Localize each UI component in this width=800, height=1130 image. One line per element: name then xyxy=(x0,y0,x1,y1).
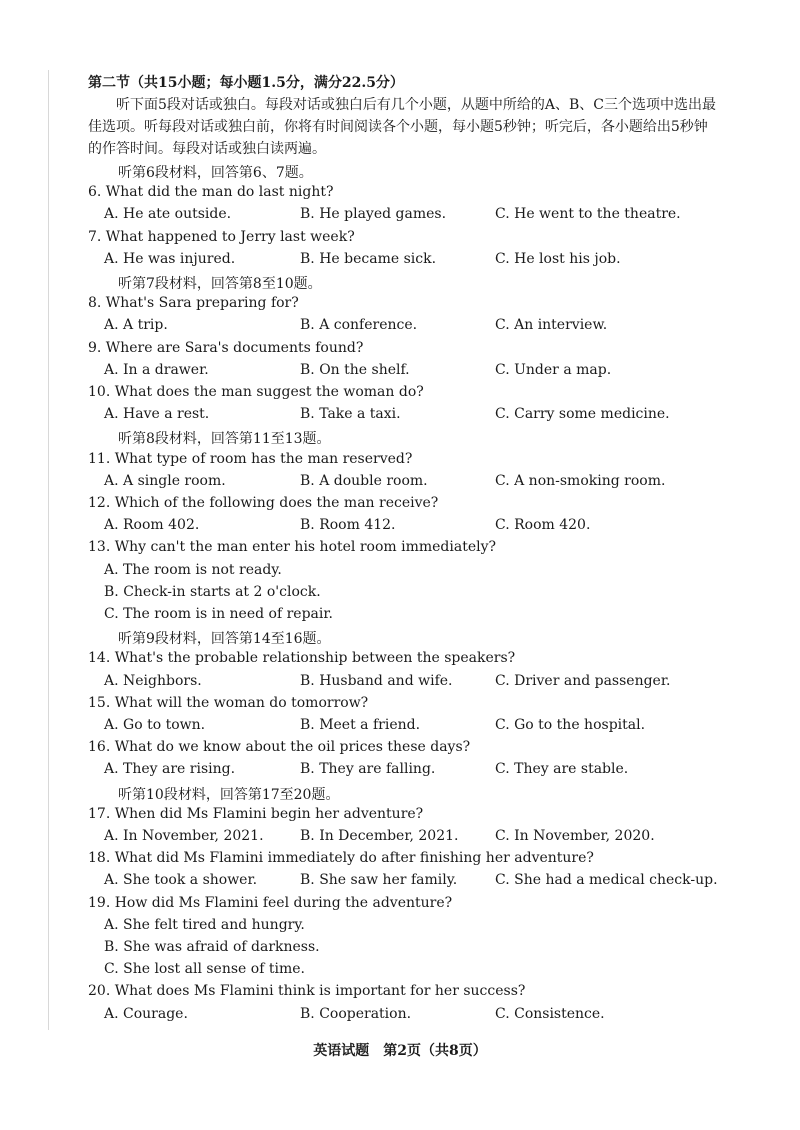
question-stem: 11. What type of room has the man reserved? xyxy=(88,450,413,467)
option-b: B. In December, 2021. xyxy=(300,828,459,844)
answer-option: C. The room is in need of repair. xyxy=(104,606,333,622)
page-footer: 英语试题 第2页（共8页） xyxy=(313,1043,487,1059)
answer-option: A. She felt tired and hungry. xyxy=(104,916,305,933)
option-a: A. Go to town. xyxy=(104,717,206,733)
option-a: A. A trip. xyxy=(104,317,168,334)
option-c: C. Carry some medicine. xyxy=(495,406,670,423)
option-a: A. He ate outside. xyxy=(104,206,232,223)
answer-option: C. She lost all sense of time. xyxy=(104,961,305,978)
option-a: A. A single room. xyxy=(104,472,226,489)
option-c: C. In November, 2020. xyxy=(495,828,655,844)
option-c: C. Consistence. xyxy=(495,1005,605,1022)
question-stem: 7. What happened to Jerry last week? xyxy=(88,228,355,245)
question-stem: 6. What did the man do last night? xyxy=(88,184,334,201)
option-b: B. Meet a friend. xyxy=(300,717,421,733)
option-a: A. Neighbors. xyxy=(104,672,202,689)
option-c: C. A non-smoking room. xyxy=(495,472,666,489)
question-stem: 16. What do we know about the oil prices these days? xyxy=(88,739,471,756)
section-instruction: 听第8段材料，回答第11至13题。 xyxy=(118,431,331,448)
option-b: B. Take a taxi. xyxy=(300,406,401,423)
question-stem: 12. Which of the following does the man receive? xyxy=(88,495,439,511)
question-stem: 20. What does Ms Flamini think is important for her success? xyxy=(88,983,526,1000)
option-c: C. Under a map. xyxy=(495,361,612,378)
answer-option: A. The room is not ready. xyxy=(104,561,282,578)
question-stem: 8. What's Sara preparing for? xyxy=(88,295,299,312)
option-a: A. Courage. xyxy=(104,1005,188,1022)
option-a: A. Room 402. xyxy=(104,517,200,534)
option-c: C. He lost his job. xyxy=(495,250,621,267)
option-c: C. He went to the theatre. xyxy=(495,206,681,223)
option-b: B. Husband and wife. xyxy=(300,672,453,689)
section-instruction: 听第10段材料，回答第17至20题。 xyxy=(118,786,340,803)
option-a: A. They are rising. xyxy=(104,761,236,778)
option-b: B. They are falling. xyxy=(300,761,436,778)
question-stem: 18. What did Ms Flamini immediately do after finishing her adventure? xyxy=(88,850,594,867)
question-stem: 9. Where are Sara's documents found? xyxy=(88,339,364,356)
question-stem: 14. What's the probable relationship between the speakers? xyxy=(88,650,516,667)
option-c: C. Go to the hospital. xyxy=(495,717,646,733)
question-stem: 10. What does the man suggest the woman do? xyxy=(88,384,424,400)
option-a: A. In a drawer. xyxy=(104,361,209,378)
question-stem: 19. How did Ms Flamini feel during the adventure? xyxy=(88,894,453,911)
option-c: C. Driver and passenger. xyxy=(495,672,671,689)
question-stem: 13. Why can't the man enter his hotel room immediately? xyxy=(88,539,497,556)
option-b: B. Room 412. xyxy=(300,517,396,534)
option-a: A. She took a shower. xyxy=(104,872,258,889)
section-instruction: 听第6段材料，回答第6、7题。 xyxy=(118,165,313,181)
option-a: A. In November, 2021. xyxy=(104,828,264,844)
instructions: 听下面5段对话或独白。每段对话或独白后有几个小题，从题中所给的A、B、C三个选项中选出最佳选项。听每段对话或独白前，你将有时间阅读各个小题，每小题5秒钟；听完后，各小题给出5秒钟的作答时间。每段对话或独白读两遍。 xyxy=(88,97,717,157)
option-c: C. They are stable. xyxy=(495,761,629,778)
option-b: B. A double room. xyxy=(300,472,428,489)
option-b: B. She saw her family. xyxy=(300,872,458,889)
option-b: B. He played games. xyxy=(300,206,447,223)
option-c: C. Room 420. xyxy=(495,517,591,534)
option-c: C. She had a medical check-up. xyxy=(495,872,718,889)
section-instruction: 听第7段材料，回答第8至10题。 xyxy=(118,276,322,292)
option-c: C. An interview. xyxy=(495,317,608,334)
option-a: A. Have a rest. xyxy=(104,406,210,423)
option-b: B. Cooperation. xyxy=(300,1005,412,1022)
answer-option: B. Check-in starts at 2 o'clock. xyxy=(104,583,321,600)
option-b: B. He became sick. xyxy=(300,250,437,267)
option-a: A. He was injured. xyxy=(104,250,236,267)
option-b: B. A conference. xyxy=(300,317,418,334)
question-stem: 15. What will the woman do tomorrow? xyxy=(88,694,369,711)
section-title: 第二节（共15小题；每小题1.5分，满分22.5分） xyxy=(88,75,404,91)
section-instruction: 听第9段材料，回答第14至16题。 xyxy=(118,631,331,648)
question-stem: 17. When did Ms Flamini begin her adventure? xyxy=(88,805,424,822)
answer-option: B. She was afraid of darkness. xyxy=(104,939,320,955)
option-b: B. On the shelf. xyxy=(300,361,410,378)
